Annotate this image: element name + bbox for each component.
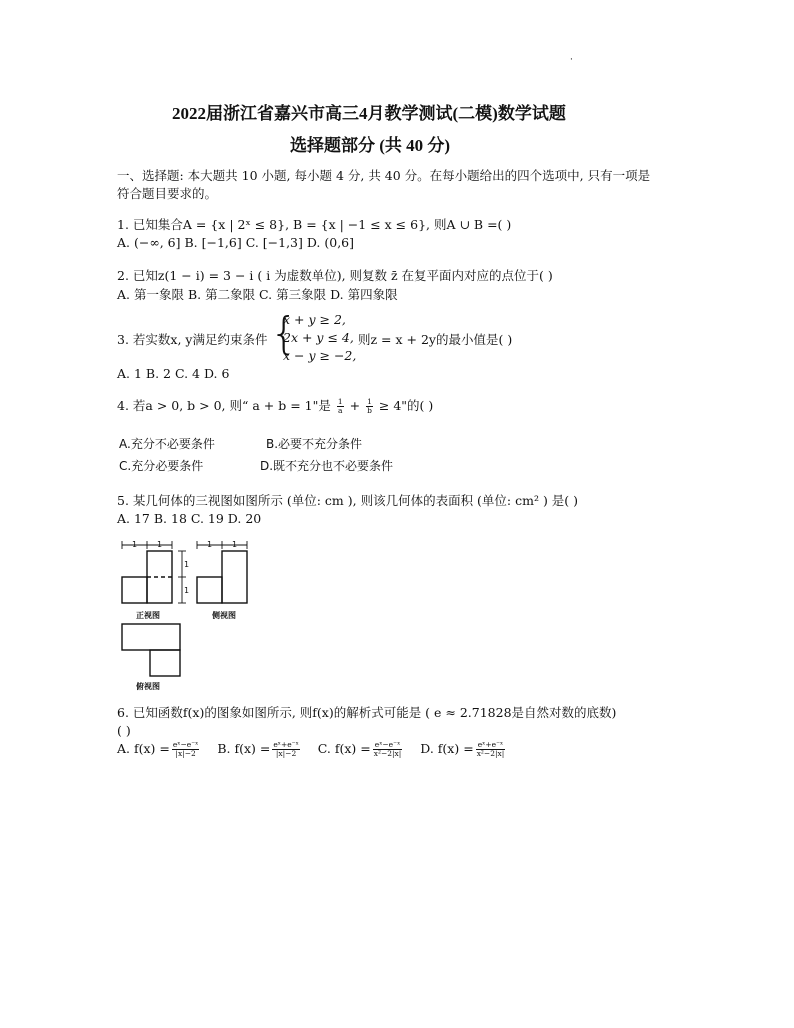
q6-stem: 6. 已知函数f(x)的图象如图所示, 则f(x)的解析式可能是 ( e ≈ 2.71828是自然对数的底数) — [117, 705, 617, 720]
q6-option-d: D. f(x) = $\frac{\text{eˣ+e⁻ˣ}}{\text{x²−2|x|}}$ — [420, 740, 505, 758]
corner-mark: · — [570, 55, 573, 65]
dim-label-vertical-2: 1 — [184, 586, 190, 595]
q4-plus: + — [349, 398, 361, 413]
dim-label-1b: 1 — [157, 540, 163, 549]
q6-option-c: C. f(x) = $\frac{\text{eˣ−e⁻ˣ}}{\text{x²−2|x|}}$ — [317, 740, 402, 758]
q6-option-a: A. f(x) = $\frac{\text{eˣ−e⁻ˣ}}{|x|-2}$ — [117, 740, 199, 758]
q4-stem-end: ≥ 4"的( ) — [378, 398, 434, 413]
q3-brace: { — [270, 308, 298, 359]
q4-option-a: A.充分不必要条件 — [119, 437, 215, 451]
q2-options: A. 第一象限 B. 第二象限 C. 第三象限 D. 第四象限 — [117, 287, 398, 302]
dim-label-1a: 1 — [132, 540, 138, 549]
q4-fraction-1-over-a: $\frac{1}{a}$ — [337, 397, 343, 415]
page-title: 2022届浙江省嘉兴市高三4月教学测试(二模)数学试题 — [172, 104, 566, 123]
label-side-view: 侧视图 — [212, 611, 236, 620]
q4-option-c: C.充分必要条件 — [119, 459, 204, 473]
q1-stem: 1. 已知集合A = {x | 2ˣ ≤ 8}, B = {x | −1 ≤ x ≤ 6}, 则A ∪ B =( ) — [117, 217, 512, 232]
q4-option-d: D.既不充分也不必要条件 — [260, 459, 394, 473]
dim-label-vertical-1: 1 — [184, 560, 190, 569]
q6-option-b: B. f(x) = $\frac{\text{eˣ+e⁻ˣ}}{|x|-2}$ — [217, 740, 299, 758]
q6-blank: ( ) — [117, 723, 131, 738]
intro-line-2: 符合题目要求的。 — [117, 186, 218, 201]
label-top-view: 俯视图 — [136, 682, 160, 691]
dim-label-1d: 1 — [232, 540, 238, 549]
q3-prefix: 3. 若实数x, y满足约束条件 — [117, 332, 268, 347]
q4-stem — [117, 398, 433, 415]
front-dimension-lines — [122, 541, 186, 603]
q3-constraint-1: x + y ≥ 2, — [283, 312, 346, 327]
q6-options — [117, 741, 507, 758]
q3-constraint-2: 2x + y ≤ 4, — [283, 330, 354, 345]
side-dimension-lines — [197, 541, 247, 549]
side-view — [197, 551, 247, 603]
q2-stem: 2. 已知z(1 − i) = 3 − i ( i 为虚数单位), 则复数 z̄ 在复平面内对应的点位于( ) — [117, 268, 553, 283]
section-subtitle: 选择题部分 (共 40 分) — [290, 136, 451, 155]
intro-line-1: 一、选择题: 本大题共 10 小题, 每小题 4 分, 共 40 分。在每小题给出的四个选项中, 只有一项是 — [117, 168, 651, 183]
q5-stem: 5. 某几何体的三视图如图所示 (单位: cm ), 则该几何体的表面积 (单位: cm² ) 是( ) — [117, 493, 579, 508]
q4-stem-start: 4. 若a > 0, b > 0, 则“ a + b = 1"是 — [117, 398, 331, 413]
q3-constraint-3: x − y ≥ −2, — [283, 348, 357, 363]
label-front-view: 正视图 — [136, 611, 160, 620]
q4-option-b: B.必要不充分条件 — [266, 437, 363, 451]
top-view — [122, 624, 180, 676]
q1-options: A. (−∞, 6] B. [−1,6] C. [−1,3] D. (0,6] — [117, 235, 354, 250]
three-view-figure — [110, 535, 260, 695]
q4-fraction-1-over-b: $\frac{1}{b}$ — [367, 397, 372, 415]
q3-suffix: 则z = x + 2y的最小值是( ) — [358, 332, 513, 347]
front-view — [122, 551, 172, 603]
dim-label-1c: 1 — [207, 540, 213, 549]
q5-options: A. 17 B. 18 C. 19 D. 20 — [117, 511, 262, 526]
q3-options: A. 1 B. 2 C. 4 D. 6 — [117, 366, 230, 381]
